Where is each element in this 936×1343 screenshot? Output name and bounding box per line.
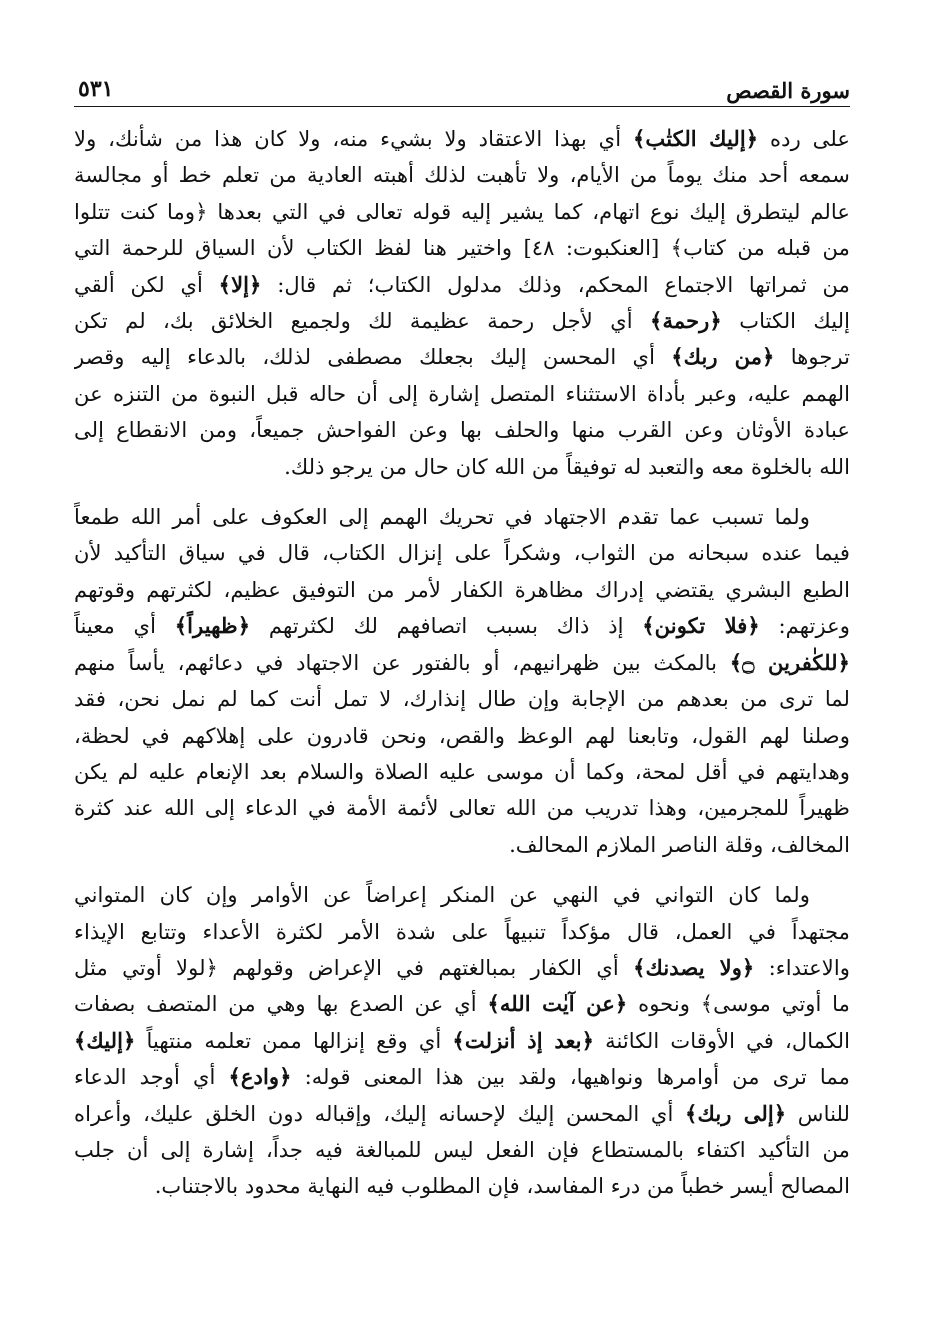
quran-quote: ﴿إلا﴾ [218, 271, 262, 297]
text-line: من التأكيد اكتفاء بالمستطاع فإن الفعل ليس للمبالغة فيه جداً، إشارة إلى أن جلب [74, 1136, 850, 1162]
text-line: من ثمراتها الاجتماع المحكم، وذلك مدلول الكتاب؛ ثم قال: ﴿إلا﴾ أي لكن ألقي [74, 271, 850, 297]
text-line: مجتهداً في العمل، قال مؤكداً تنبيهاً على شدة الأمر لكثرة الأعداء وتتابع الإيذاء [74, 918, 850, 944]
text-line: الهمم عليه، وعبر بأداة الاستثناء المتصل إشارة إلى أن حاله قبل النبوة من التنزه عن [74, 380, 850, 406]
quran-quote: ﴿للكٰفرين ۝﴾ [729, 649, 850, 675]
text-line: المخالف، وقلة الناصر الملازم المحالف. [509, 831, 850, 857]
text-line: وعزتهم: ﴿فلا تكونن﴾ إذ ذاك بسبب اتصافهم لك لكثرتهم ﴿ظهيراً﴾ أي معيناً [74, 613, 850, 639]
text-line: ولما تسبب عما تقدم الاجتهاد في تحريك الهمم إلى العكوف على أمر الله طمعاً [74, 504, 810, 530]
text-line: وهدايتهم في أقل لمحة، وكما أن موسى عليه الصلاة والسلام بعد الإنعام عليه لم يكن [74, 758, 850, 784]
text-line: لما ترى من بعدهم من الإجابة وإن طال إنذارك، لا تمل أنت كما لم نمل نحن، فقد [74, 686, 850, 712]
quran-quote: ﴿بعد إذ أنزلت﴾ [452, 1027, 594, 1053]
text-line: الكمال، في الأوقات الكائنة ﴿بعد إذ أنزلت﴾ أي وقع إنزالها ممن تعلمه منتهياً ﴿إليك﴾ [74, 1027, 850, 1053]
paragraph-1 [74, 121, 850, 485]
quran-quote: ﴿عن آيٰت الله﴾ [487, 991, 628, 1017]
quran-quote: ﴿ظهيراً﴾ [174, 613, 251, 639]
quran-quote: ﴿وادع﴾ [228, 1064, 292, 1090]
surah-title: سورة القصص [726, 78, 850, 103]
text-line: والاعتداء: ﴿ولا يصدنك﴾ أي الكفار بمبالغتهم في الإعراض وقولهم ﴿لولا أوتي مثل [74, 954, 850, 980]
quran-quote: ﴿من ربك﴾ [671, 344, 775, 370]
paragraph-3 [74, 877, 850, 1205]
page-body [74, 121, 850, 1205]
text-line: ولما كان التواني في النهي عن المنكر إعراضاً عن الأوامر وإن كان المتواني [74, 882, 810, 908]
text-line: الله بالخلوة معه والتعبد له توفيقاً من الله كان حال من يرجو ذلك. [284, 453, 850, 479]
quran-quote: ﴿إلى ربك﴾ [685, 1100, 787, 1126]
text-line: ترجوها ﴿من ربك﴾ أي المحسن إليك بجعلك مصطفى لذلك، بالدعاء إليه وقصر [74, 344, 850, 370]
quran-quote: ﴿إليك﴾ [74, 1027, 136, 1053]
quran-quote: ﴿إليك الكتٰب﴾ [633, 126, 759, 151]
paragraph-2 [74, 499, 850, 863]
text-line: إليك الكتاب ﴿رحمة﴾ أي لأجل رحمة عظيمة لك ولجميع الخلائق بك، لم تكن [74, 308, 850, 334]
text-line: ما أوتي موسى﴾ ونحوه ﴿عن آيٰت الله﴾ أي عن الصدع بها وهي من المتصف بصفات [74, 991, 850, 1017]
text-line: ظهيراً للمجرمين، وهذا تدريب من الله تعالى لأئمة الأمة في الدعاء إلى الله عند كثرة [74, 795, 850, 821]
text-line: المصالح أيسر خطباً من درء المفاسد، فإن المطلوب فيه النهاية محدود بالاجتناب. [154, 1173, 850, 1199]
page-number: ٥٣١ [78, 76, 114, 102]
page-header [74, 70, 850, 107]
text-line: فيما عنده سبحانه من الثواب، وشكراً على إنزال الكتاب، قال في سياق التأكيد لأن [74, 540, 850, 566]
text-line: للناس ﴿إلى ربك﴾ أي المحسن إليك لإحسانه إليك، وإقباله دون الخلق عليك، وأعراه [74, 1100, 850, 1126]
text-line: وصلنا لهم القول، وتابعنا لهم الوعظ والقص، ونحن قادرون على إهلاكهم في لحظة، [74, 722, 850, 748]
text-line: عبادة الأوثان وعن القرب منها والحلف بها وعن الفواحش جميعاً، ومن الانقطاع إلى [74, 417, 850, 443]
text-line: على رده ﴿إليك الكتٰب﴾ أي بهذا الاعتقاد ولا بشيء منه، ولا كان هذا من شأنك، ولا [74, 126, 850, 151]
text-line: عالم ليتطرق إليك نوع اتهام، كما يشير إليه قوله تعالى في التي بعدها ﴿وما كنت تتلوا [74, 198, 850, 224]
book-page [74, 70, 850, 1320]
quran-quote: ﴿رحمة﴾ [650, 308, 722, 334]
quran-quote: ﴿فلا تكونن﴾ [642, 613, 760, 639]
text-line: من قبله من كتاب﴾ [العنكبوت: ٤٨] واختير هنا لفظ الكتاب لأن السياق للرحمة التي [74, 235, 850, 261]
quran-quote: ﴿ولا يصدنك﴾ [633, 954, 755, 980]
text-line: مما ترى من أوامرها ونواهيها، ولقد بين هذا المعنى قوله: ﴿وادع﴾ أي أوجد الدعاء [74, 1064, 850, 1090]
text-line: سمعه أحد منك يوماً من الأيام، ولا تأهبت لذلك أهبته العادية من تعلم خط أو مجالسة [74, 162, 850, 188]
text-line: الطبع البشري يقتضي إدراك مظاهرة الكفار لأمر من التوفيق عظيم، لكثرتهم وقوتهم [74, 576, 850, 602]
text-line: ﴿للكٰفرين ۝﴾ بالمكث بين ظهرانيهم، أو بالفتور عن الاجتهاد في دعائهم، يأساً منهم [74, 649, 850, 675]
